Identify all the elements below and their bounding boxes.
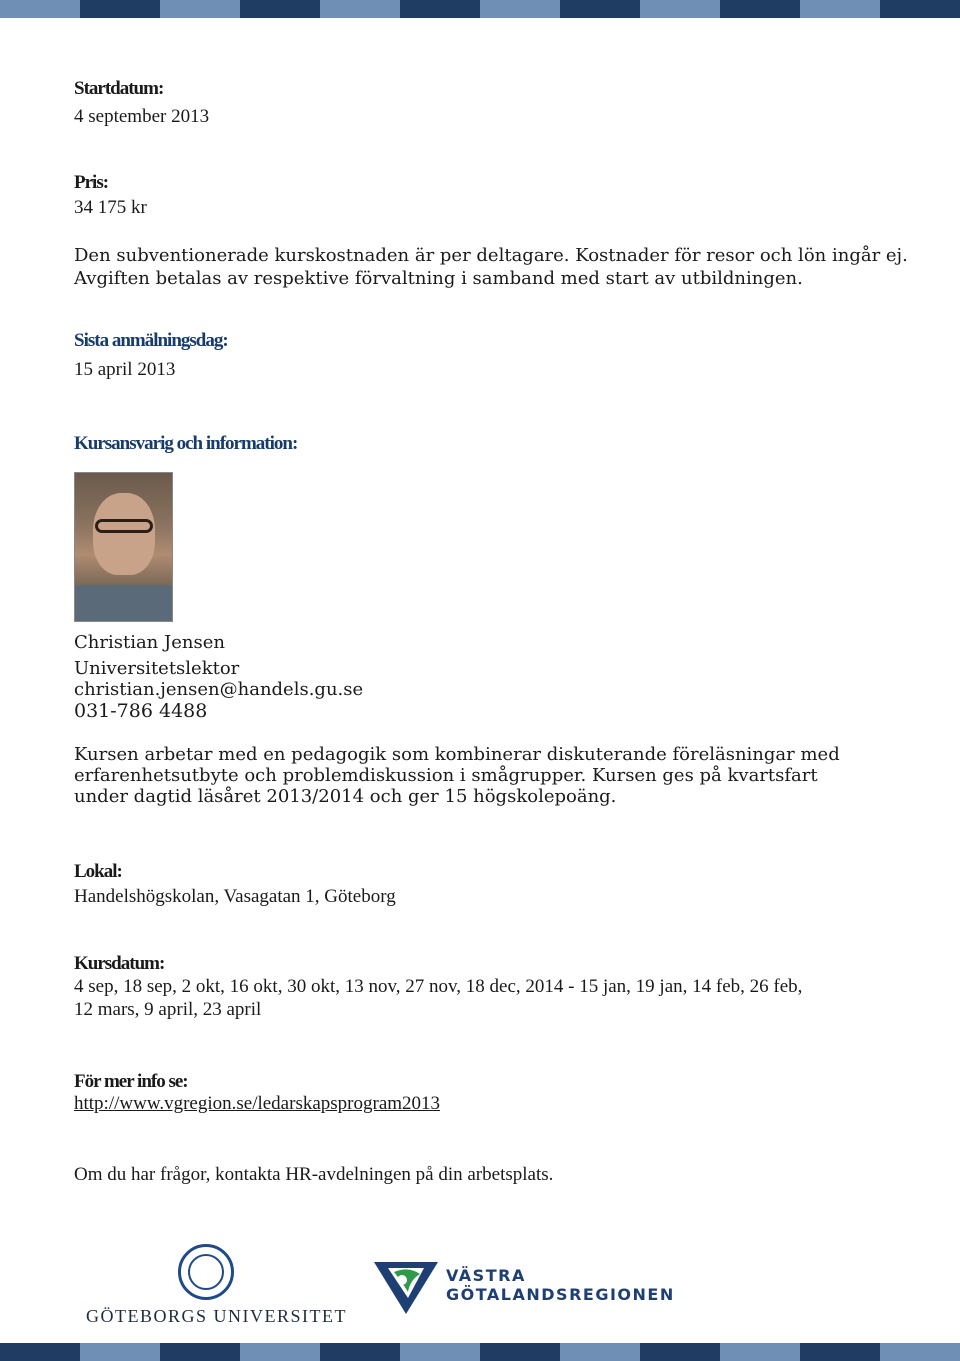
dates-label: Kursdatum: [74, 953, 165, 974]
deadline-section [74, 330, 228, 381]
top-decorative-stripe [0, 0, 960, 18]
bottom-decorative-stripe [0, 1343, 960, 1361]
vgr-text-line: VÄSTRA [446, 1266, 526, 1285]
venue-value: Handelshögskolan, Vasagatan 1, Göteborg [74, 886, 396, 907]
description-line: Kursen arbetar med en pedagogik som kombinerar diskuterande föreläsningar med [74, 744, 840, 765]
price-note-line: Avgiften betalas av respektive förvaltning i samband med start av utbildningen. [74, 268, 803, 289]
contact-email[interactable]: christian.jensen@handels.gu.se [74, 679, 364, 700]
contact-phone: 031-786 4488 [74, 700, 208, 722]
dates-line: 12 mars, 9 april, 23 april [74, 999, 262, 1020]
vastra-gotalandsregionen-logo [374, 1256, 675, 1322]
contact-photo [74, 472, 173, 622]
more-info-label: För mer info se: [74, 1071, 188, 1092]
university-seal-icon [178, 1244, 234, 1300]
gu-logo-text: GÖTEBORGS UNIVERSITET [86, 1306, 347, 1326]
questions-text [74, 1164, 553, 1186]
price-section [74, 172, 147, 219]
vgr-text-line: GÖTALANDSREGIONEN [446, 1285, 675, 1304]
course-description [74, 744, 840, 807]
more-info-section [74, 1071, 440, 1115]
more-info-link[interactable]: http://www.vgregion.se/ledarskapsprogram2013 [74, 1093, 441, 1114]
contact-label: Kursansvarig och information: [74, 433, 298, 454]
price-note [74, 245, 908, 289]
dates-line: 4 sep, 18 sep, 2 okt, 16 okt, 30 okt, 13 nov, 27 nov, 18 dec, 2014 - 15 jan, 19 jan, 14 feb, 26 feb, [74, 976, 803, 997]
dates-section [74, 953, 802, 1021]
start-date-label: Startdatum: [74, 78, 164, 99]
description-line: erfarenhetsutbyte och problemdiskussion i smågrupper. Kursen ges på kvartsfart [74, 765, 818, 786]
price-note-line: Den subventionerade kurskostnaden är per deltagare. Kostnader för resor och lön ingår ej. [74, 245, 908, 266]
start-date-section [74, 78, 209, 128]
description-line: under dagtid läsåret 2013/2014 och ger 15 högskolepoäng. [74, 786, 617, 807]
contact-heading [74, 433, 297, 455]
price-label: Pris: [74, 172, 109, 193]
vgr-mark-icon [374, 1258, 438, 1318]
contact-title: Universitetslektor [74, 658, 240, 679]
venue-label: Lokal: [74, 861, 122, 882]
start-date-value: 4 september 2013 [74, 106, 210, 127]
goteborgs-universitet-logo [86, 1244, 347, 1334]
price-value: 34 175 kr [74, 197, 147, 218]
venue-section [74, 861, 396, 908]
contact-name: Christian Jensen [74, 632, 225, 653]
contact-details [74, 632, 363, 722]
deadline-value: 15 april 2013 [74, 359, 176, 380]
questions-line: Om du har frågor, kontakta HR-avdelningen på din arbetsplats. [74, 1164, 554, 1185]
deadline-label: Sista anmälningsdag: [74, 330, 228, 351]
